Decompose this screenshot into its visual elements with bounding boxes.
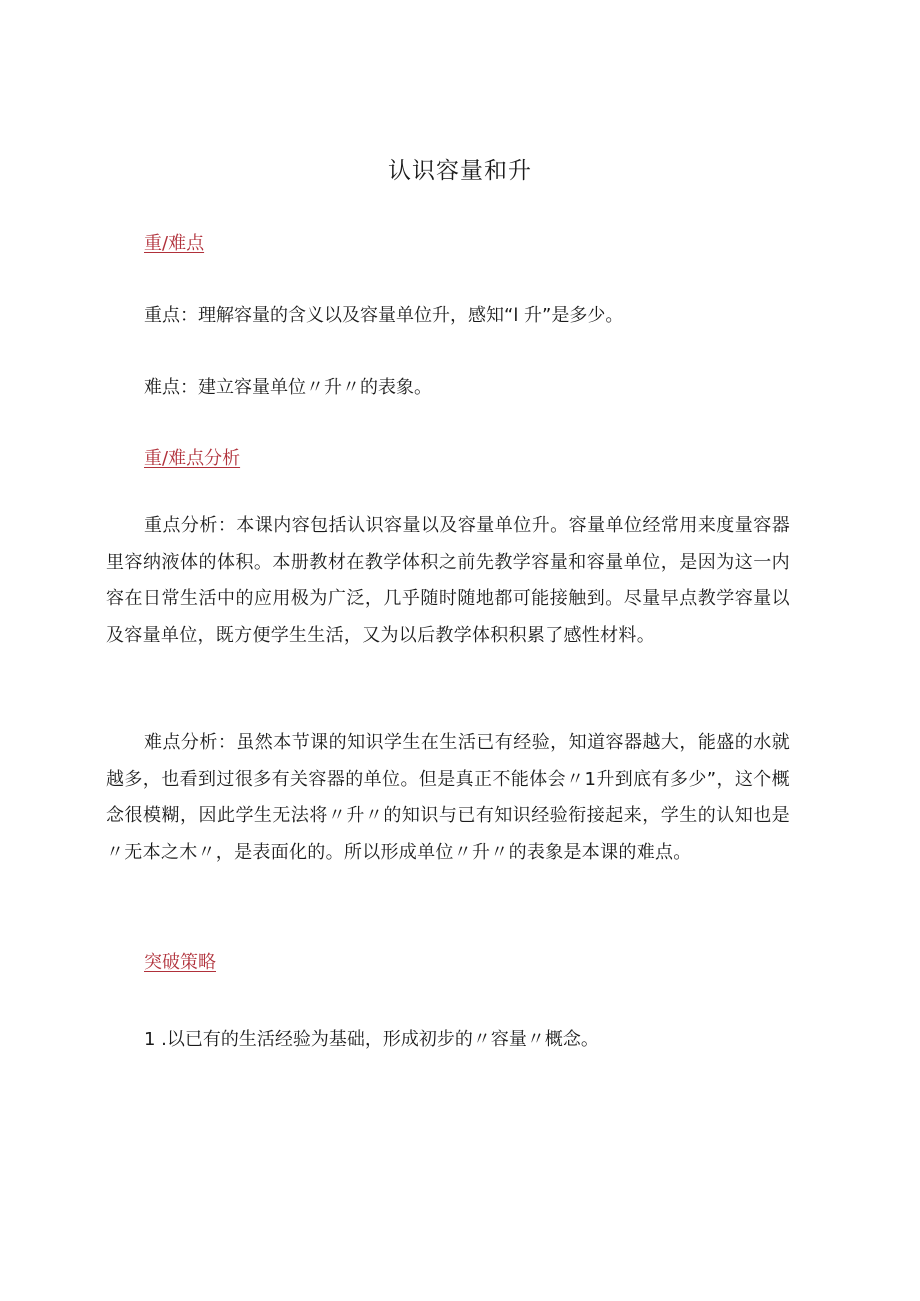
difficult-point-text: 难点：建立容量单位〃升〃的表象。 [144, 377, 432, 398]
section-heading-analysis: 重/难点分析 [144, 448, 241, 469]
key-analysis-paragraph: 重点分析：本课内容包括认识容量以及容量单位升。容量单位经常用来度量容器里容纳液体的体积。本册教材在教学体积之前先教学容量和容量单位，是因为这一内容在日常生活中的应用极为广泛，几乎随时随地都可能接触到。尽量早点教学容量以及容量单位，既方便学生生活，又为以后教学体积积累了感性材料。 [106, 515, 790, 646]
key-point-text: 重点：理解容量的含义以及容量单位升，感知“l 升”是多少。 [144, 305, 624, 326]
section-heading-key-difficult: 重/难点 [144, 233, 205, 254]
strategy-item-1: 1 .以已有的生活经验为基础，形成初步的〃容量〃概念。 [144, 1029, 599, 1050]
page-title: 认识容量和升 [388, 158, 532, 184]
section-heading-strategy: 突破策略 [144, 952, 216, 973]
difficult-analysis-paragraph: 难点分析：虽然本节课的知识学生在生活已有经验，知道容器越大，能盛的水就越多，也看到过很多有关容器的单位。但是真正不能体会〃1升到底有多少”，这个概念很模糊，因此学生无法将〃升〃的知识与已有知识经验衔接起来，学生的认知也是〃无本之木〃，是表面化的。所以形成单位〃升〃的表象是本课的难点。 [106, 732, 790, 863]
